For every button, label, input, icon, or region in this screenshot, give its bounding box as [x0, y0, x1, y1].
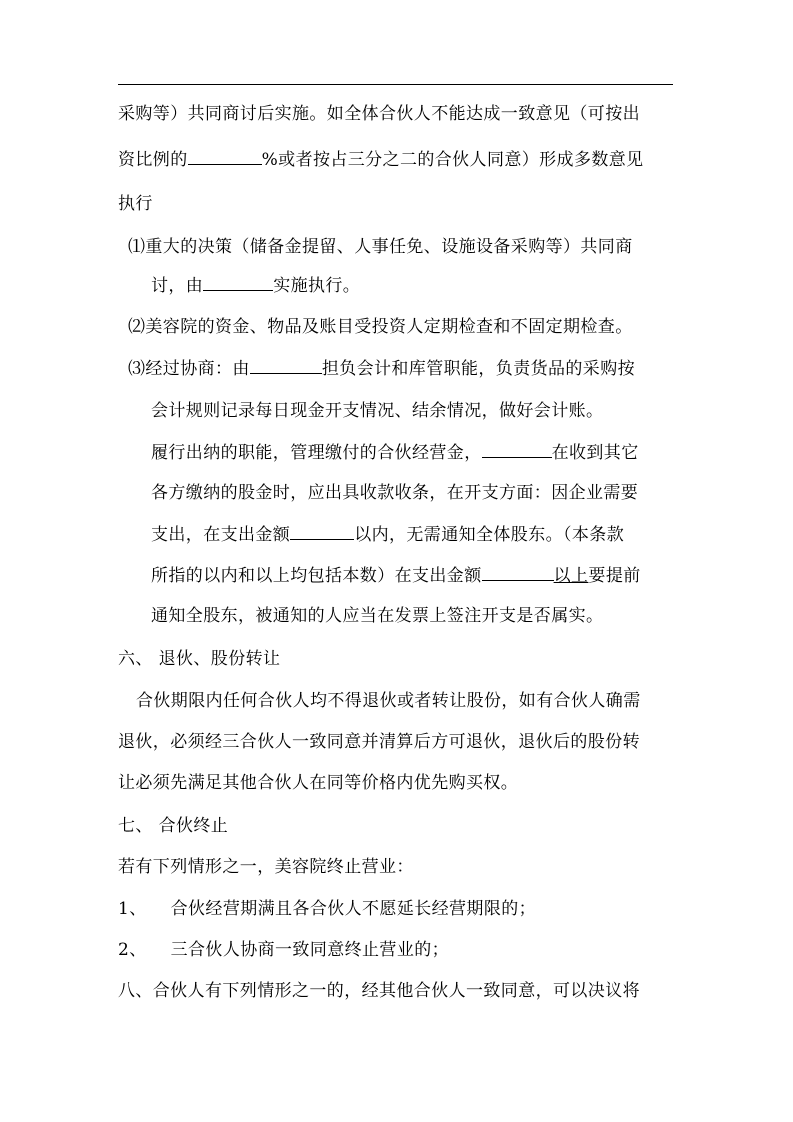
clause-3: ⑶经过协商：由 担负会计和库管职能，负责货品的采购按	[128, 359, 636, 379]
fill-in-blank[interactable]	[188, 148, 262, 165]
body-line: 讨，由 实施执行。	[151, 276, 361, 296]
body-line: 让必须先满足其他合伙人在同等价格内优先购买权。	[118, 773, 519, 793]
section-heading: 七、 合伙终止	[118, 816, 229, 836]
clause-1: ⑴重大的决策（储备金提留、人事任免、设施设备采购等）共同商	[128, 237, 633, 257]
fill-in-blank[interactable]	[482, 564, 554, 581]
body-line: 履行出纳的职能，管理缴付的合伙经营金， 在收到其它	[151, 443, 639, 463]
list-item: 1、 合伙经营期满且各合伙人不愿延长经营期限的；	[118, 899, 537, 919]
fill-in-blank[interactable]	[203, 274, 273, 291]
body-line: 执行	[118, 194, 153, 214]
section-heading: 六、 退伙、股份转让	[118, 649, 281, 669]
body-line: 采购等）共同商讨后实施。如全体合伙人不能达成一致意见（可按出	[118, 104, 640, 124]
list-item: 2、 三合伙人协商一致同意终止营业的；	[118, 940, 450, 960]
body-line: 支出，在支出金额 以内，无需通知全体股东。（本条款	[151, 525, 625, 545]
body-line: 所指的以内和以上均包括本数）在支出金额 以上要提前	[151, 566, 641, 586]
body-line: 退伙，必须经三合伙人一致同意并清算后方可退伙，退伙后的股份转	[118, 732, 640, 752]
body-line: 资比例的 %或者按占三分之二的合伙人同意）形成多数意见	[118, 150, 644, 170]
body-line: 通知全股东，被通知的人应当在发票上签注开支是否属实。	[151, 606, 604, 626]
fill-in-blank[interactable]	[290, 523, 354, 540]
body-line: 合伙期限内任何合伙人均不得退伙或者转让股份，如有合伙人确需	[136, 691, 641, 711]
fill-in-blank[interactable]	[250, 357, 322, 374]
fill-in-blank[interactable]	[482, 441, 552, 458]
clause-2: ⑵美容院的资金、物品及账目受投资人定期检查和不固定期检查。	[128, 317, 633, 337]
body-line: 各方缴纳的股金时，应出具收款收条，在开支方面：因企业需要	[151, 483, 639, 503]
body-line: 会计规则记录每日现金开支情况、结余情况，做好会计账。	[151, 401, 604, 421]
section-heading: 八、合伙人有下列情形之一的，经其他合伙人一致同意，可以决议将	[118, 981, 640, 1001]
header-rule	[118, 84, 673, 85]
body-line: 若有下列情形之一，美容院终止营业：	[118, 857, 414, 877]
